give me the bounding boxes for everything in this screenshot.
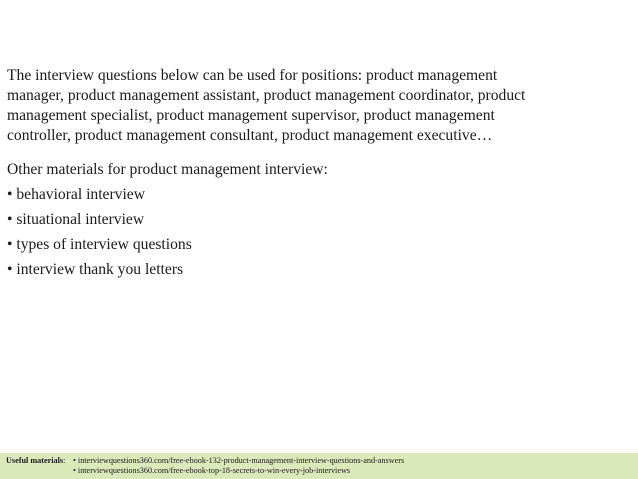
footer-label-text: Useful materials	[6, 456, 64, 465]
materials-list	[7, 184, 631, 280]
footer-links	[73, 456, 404, 476]
footer-link[interactable]: • interviewquestions360.com/free-ebook-132-product-management-interview-questions-and-answers	[73, 456, 405, 465]
intro-line: manager, product management assistant, product management coordinator, product	[7, 87, 526, 104]
footer-label-colon: :	[63, 456, 66, 465]
footer-label	[6, 456, 65, 466]
intro-paragraph	[7, 66, 631, 146]
slide-body	[7, 66, 631, 284]
list-item: • types of interview questions	[7, 236, 192, 253]
list-item: • behavioral interview	[7, 186, 145, 203]
intro-line: management specialist, product management supervisor, product management	[7, 107, 495, 124]
useful-materials-footer	[0, 453, 638, 479]
intro-line: The interview questions below can be used for positions: product management	[7, 67, 498, 84]
list-item: • interview thank you letters	[7, 261, 184, 278]
materials-section	[7, 159, 631, 280]
materials-heading: Other materials for product management interview:	[7, 161, 328, 178]
footer-link[interactable]: • interviewquestions360.com/free-ebook-top-18-secrets-to-win-every-job-interviews	[73, 466, 351, 475]
intro-line: controller, product management consultant, product management executive…	[7, 127, 493, 144]
list-item: • situational interview	[7, 211, 145, 228]
